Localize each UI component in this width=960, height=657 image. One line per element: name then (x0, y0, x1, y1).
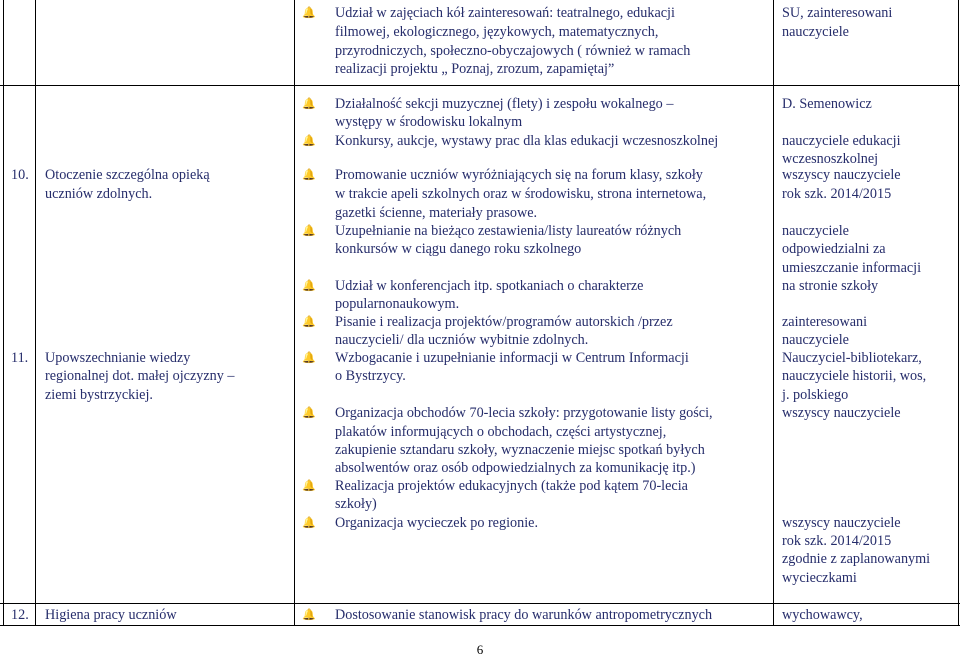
area-line: Higiena pracy uczniów (45, 607, 177, 623)
bullet-icon: 🔔 (302, 351, 316, 364)
responsible-line: wszyscy nauczyciele (782, 167, 901, 183)
task-line: nauczycieli/ dla uczniów wybitnie zdolnych. (335, 332, 589, 348)
row-divider-1 (0, 85, 960, 86)
responsible-line: wycieczkami (782, 570, 857, 586)
bullet-icon: 🔔 (302, 608, 316, 621)
task-line: Organizacja wycieczek po regionie. (335, 515, 538, 531)
task-line: realizacji projektu „ Poznaj, zrozum, zapamiętaj” (335, 61, 615, 77)
responsible-line: umieszczanie informacji (782, 260, 922, 276)
task-line: popularnonaukowym. (335, 296, 460, 312)
task-line: absolwentów oraz osób odpowiedzialnych za komunikację itp.) (335, 460, 696, 476)
task-line: Pisanie i realizacja projektów/programów autorskich /przez (335, 314, 673, 330)
area-line: Otoczenie szczególna opieką (45, 167, 210, 183)
responsible-line: rok szk. 2014/2015 (782, 533, 892, 549)
bullet-icon: 🔔 (302, 6, 316, 19)
responsible-line: wszyscy nauczyciele (782, 515, 901, 531)
task-line: szkoły) (335, 496, 377, 512)
task-line: Udział w zajęciach kół zainteresowań: teatralnego, edukacji (335, 5, 675, 21)
bullet-icon: 🔔 (302, 168, 316, 181)
table-border-left (3, 0, 4, 626)
task-line: plakatów informujących o obchodach, części artystycznej, (335, 424, 667, 440)
task-line: Realizacja projektów edukacyjnych (także pod kątem 70-lecia (335, 478, 688, 494)
responsible-line: wszyscy nauczyciele (782, 405, 901, 421)
responsible-line: rok szk. 2014/2015 (782, 186, 892, 202)
column-divider-1 (35, 0, 36, 626)
area-line: ziemi bystrzyckiej. (45, 387, 153, 403)
responsible-line: D. Semenowicz (782, 96, 872, 112)
responsible-line: odpowiedzialni za (782, 241, 886, 257)
bullet-icon: 🔔 (302, 406, 316, 419)
bullet-icon: 🔔 (302, 224, 316, 237)
area-line: uczniów zdolnych. (45, 186, 153, 202)
task-line: gazetki ścienne, materiały prasowe. (335, 205, 538, 221)
bullet-icon: 🔔 (302, 479, 316, 492)
task-line: Organizacja obchodów 70-lecia szkoły: przygotowanie listy gości, (335, 405, 713, 421)
task-line: zakupienie sztandaru szkoły, wyznaczenie miejsc spotkań byłych (335, 442, 705, 458)
task-line: w trakcie apeli szkolnych oraz w środowisku, strona internetowa, (335, 186, 707, 202)
column-divider-3 (773, 0, 774, 626)
task-line: Dostosowanie stanowisk pracy do warunków antropometrycznych (335, 607, 713, 623)
task-line: filmowej, ekologicznego, językowych, matematycznych, (335, 24, 659, 40)
bullet-icon: 🔔 (302, 315, 316, 328)
responsible-line: nauczyciele edukacji (782, 133, 901, 149)
column-divider-2 (294, 0, 295, 626)
task-line: występy w środowisku lokalnym (335, 114, 523, 130)
responsible-line: SU, zainteresowani (782, 5, 893, 21)
task-line: Działalność sekcji muzycznej (flety) i zespołu wokalnego – (335, 96, 674, 112)
responsible-line: wychowawcy, (782, 607, 863, 623)
responsible-line: Nauczyciel-bibliotekarz, (782, 350, 922, 366)
row-number: 11. (11, 350, 29, 366)
bullet-icon: 🔔 (302, 516, 316, 529)
bullet-icon: 🔔 (302, 279, 316, 292)
table-border-bottom (0, 625, 960, 626)
area-line: Upowszechnianie wiedzy (45, 350, 191, 366)
responsible-line: nauczyciele (782, 24, 849, 40)
row-number: 12. (11, 607, 29, 623)
bullet-icon: 🔔 (302, 134, 316, 147)
responsible-line: zainteresowani (782, 314, 868, 330)
responsible-line: na stronie szkoły (782, 278, 879, 294)
responsible-line: zgodnie z zaplanowanymi (782, 551, 931, 567)
task-line: Promowanie uczniów wyróżniających się na forum klasy, szkoły (335, 167, 703, 183)
task-line: przyrodniczych, społeczno-obyczajowych ( również w ramach (335, 43, 691, 59)
task-line: o Bystrzycy. (335, 368, 406, 384)
responsible-line: nauczyciele historii, wos, (782, 368, 927, 384)
responsible-line: nauczyciele (782, 332, 849, 348)
task-line: konkursów w ciągu danego roku szkolnego (335, 241, 582, 257)
responsible-line: nauczyciele (782, 223, 849, 239)
bullet-icon: 🔔 (302, 97, 316, 110)
area-line: regionalnej dot. małej ojczyzny – (45, 368, 235, 384)
responsible-line: j. polskiego (782, 387, 849, 403)
task-line: Konkursy, aukcje, wystawy prac dla klas edukacji wczesnoszkolnej (335, 133, 719, 149)
row-divider-2 (0, 603, 960, 604)
table-border-right (958, 0, 959, 626)
row-number: 10. (11, 167, 29, 183)
task-line: Uzupełnianie na bieżąco zestawienia/listy laureatów różnych (335, 223, 682, 239)
responsible-line: wczesnoszkolnej (782, 151, 879, 167)
page-number: 6 (476, 642, 484, 657)
task-line: Udział w konferencjach itp. spotkaniach o charakterze (335, 278, 644, 294)
task-line: Wzbogacanie i uzupełnianie informacji w Centrum Informacji (335, 350, 689, 366)
